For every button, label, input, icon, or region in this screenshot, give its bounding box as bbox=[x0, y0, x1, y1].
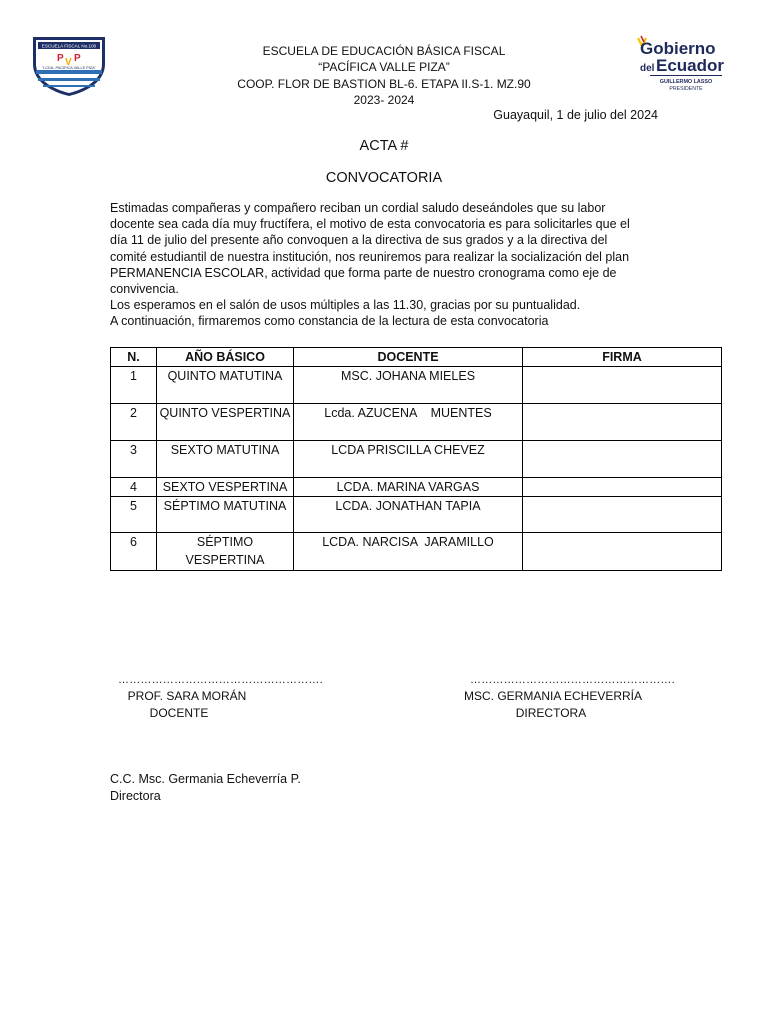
school-logo-initial-v: V bbox=[65, 57, 72, 68]
row-number: 3 bbox=[111, 441, 157, 478]
body-line: convivencia. bbox=[110, 282, 179, 297]
col-header-n: N. bbox=[111, 348, 157, 367]
row-signature-cell bbox=[523, 533, 722, 571]
col-header-teacher: DOCENTE bbox=[294, 348, 523, 367]
row-signature-cell bbox=[523, 367, 722, 404]
signer-role-left: DOCENTE bbox=[149, 706, 209, 720]
school-logo-top-text: ESCUELA FISCAL No.100 bbox=[41, 43, 97, 49]
school-quoted-name: “PACÍFICA VALLE PIZA” bbox=[318, 60, 450, 74]
row-grade: QUINTO MATUTINA bbox=[157, 367, 294, 404]
body-line: Estimadas compañeras y compañero reciban un cordial saludo deseándoles que su labor bbox=[110, 201, 606, 215]
body-line: docente sea cada día muy fructífera, el motivo de esta convocatoria es para solicitarles que el bbox=[110, 217, 630, 232]
table-row bbox=[111, 441, 722, 478]
attendance-table bbox=[110, 347, 722, 571]
body-line: día 11 de julio del presente año convoquen a la directiva de sus grados y a la directiva del bbox=[110, 233, 608, 248]
convocatoria-title: CONVOCATORIA bbox=[325, 170, 443, 186]
acta-title: ACTA # bbox=[359, 138, 409, 154]
row-teacher: Lcda. AZUCENA MUENTES bbox=[294, 404, 523, 441]
row-grade: SEXTO MATUTINA bbox=[157, 441, 294, 478]
body-paragraph bbox=[110, 200, 662, 330]
gov-logo-president-name: GUILLERMO LASSO bbox=[659, 79, 713, 85]
row-signature-cell bbox=[523, 404, 722, 441]
school-logo-initial-p1: P bbox=[57, 53, 64, 64]
school-logo-initial-p2: P bbox=[74, 53, 81, 64]
gov-logo-word-ecuador: Ecuador bbox=[656, 56, 725, 75]
row-grade: SEXTO VESPERTINA bbox=[157, 478, 294, 497]
row-number: 4 bbox=[111, 478, 157, 497]
school-year: 2023- 2024 bbox=[353, 93, 415, 107]
cc-role: Directora bbox=[110, 789, 161, 803]
gov-logo-word-gobierno: Gobierno bbox=[640, 39, 716, 58]
table-row bbox=[111, 478, 722, 497]
school-logo-bottom-text: "LCDA. PACIFICA VALLE PIZA" bbox=[41, 66, 97, 70]
row-teacher: LCDA. MARINA VARGAS bbox=[294, 478, 523, 497]
row-number: 5 bbox=[111, 497, 157, 533]
row-teacher: LCDA PRISCILLA CHEVEZ bbox=[294, 441, 523, 478]
signer-role-right: DIRECTORA bbox=[515, 706, 587, 720]
row-teacher: LCDA. JONATHAN TAPIA bbox=[294, 497, 523, 533]
table-row bbox=[111, 404, 722, 441]
place-and-date: Guayaquil, 1 de julio del 2024 bbox=[493, 108, 658, 122]
gobierno-ecuador-logo bbox=[636, 34, 728, 96]
signer-name-left: PROF. SARA MORÁN bbox=[127, 689, 247, 703]
table-row bbox=[111, 367, 722, 404]
table-header-row bbox=[111, 348, 722, 367]
signer-name-right: MSC. GERMANIA ECHEVERRÍA bbox=[463, 689, 643, 703]
row-number: 6 bbox=[111, 533, 157, 571]
cc-line: C.C. Msc. Germania Echeverría P. bbox=[110, 772, 301, 786]
row-signature-cell bbox=[523, 478, 722, 497]
row-grade: QUINTO VESPERTINA bbox=[157, 404, 294, 441]
row-grade: SÉPTIMO MATUTINA bbox=[157, 497, 294, 533]
row-number: 2 bbox=[111, 404, 157, 441]
carbon-copy bbox=[110, 771, 301, 805]
body-line: A continuación, firmaremos como constancia de la lectura de esta convocatoria bbox=[110, 314, 549, 329]
body-line: Los esperamos en el salón de usos múltiples a las 11.30, gracias por su puntualidad. bbox=[110, 298, 581, 313]
gov-logo-president-title: PRESIDENTE bbox=[669, 86, 703, 92]
school-name-line: ESCUELA DE EDUCACIÓN BÁSICA FISCAL bbox=[262, 44, 506, 58]
row-teacher: LCDA. NARCISA JARAMILLO bbox=[294, 533, 523, 571]
signature-line-right: ………………………………………………. bbox=[470, 674, 675, 686]
row-signature-cell bbox=[523, 497, 722, 533]
row-number: 1 bbox=[111, 367, 157, 404]
row-teacher: MSC. JOHANA MIELES bbox=[294, 367, 523, 404]
table-row bbox=[111, 497, 722, 533]
signature-line-left: ………………………………………………. bbox=[118, 674, 323, 686]
school-shield-logo bbox=[30, 34, 108, 98]
table-row bbox=[111, 533, 722, 571]
row-grade: SÉPTIMO VESPERTINA bbox=[157, 533, 294, 571]
gov-logo-word-del: del bbox=[640, 63, 655, 74]
body-line: PERMANENCIA ESCOLAR, actividad que forma parte de nuestro cronograma como eje de bbox=[110, 265, 617, 280]
school-address: COOP. FLOR DE BASTION BL-6. ETAPA II.S-1. MZ.90 bbox=[237, 77, 531, 91]
col-header-grade: AÑO BÁSICO bbox=[157, 348, 294, 367]
col-header-sign: FIRMA bbox=[523, 348, 722, 367]
body-line: comité estudiantil de nuestra institución, nos reuniremos para realizar la socialización del plan bbox=[110, 249, 630, 264]
row-signature-cell bbox=[523, 441, 722, 478]
